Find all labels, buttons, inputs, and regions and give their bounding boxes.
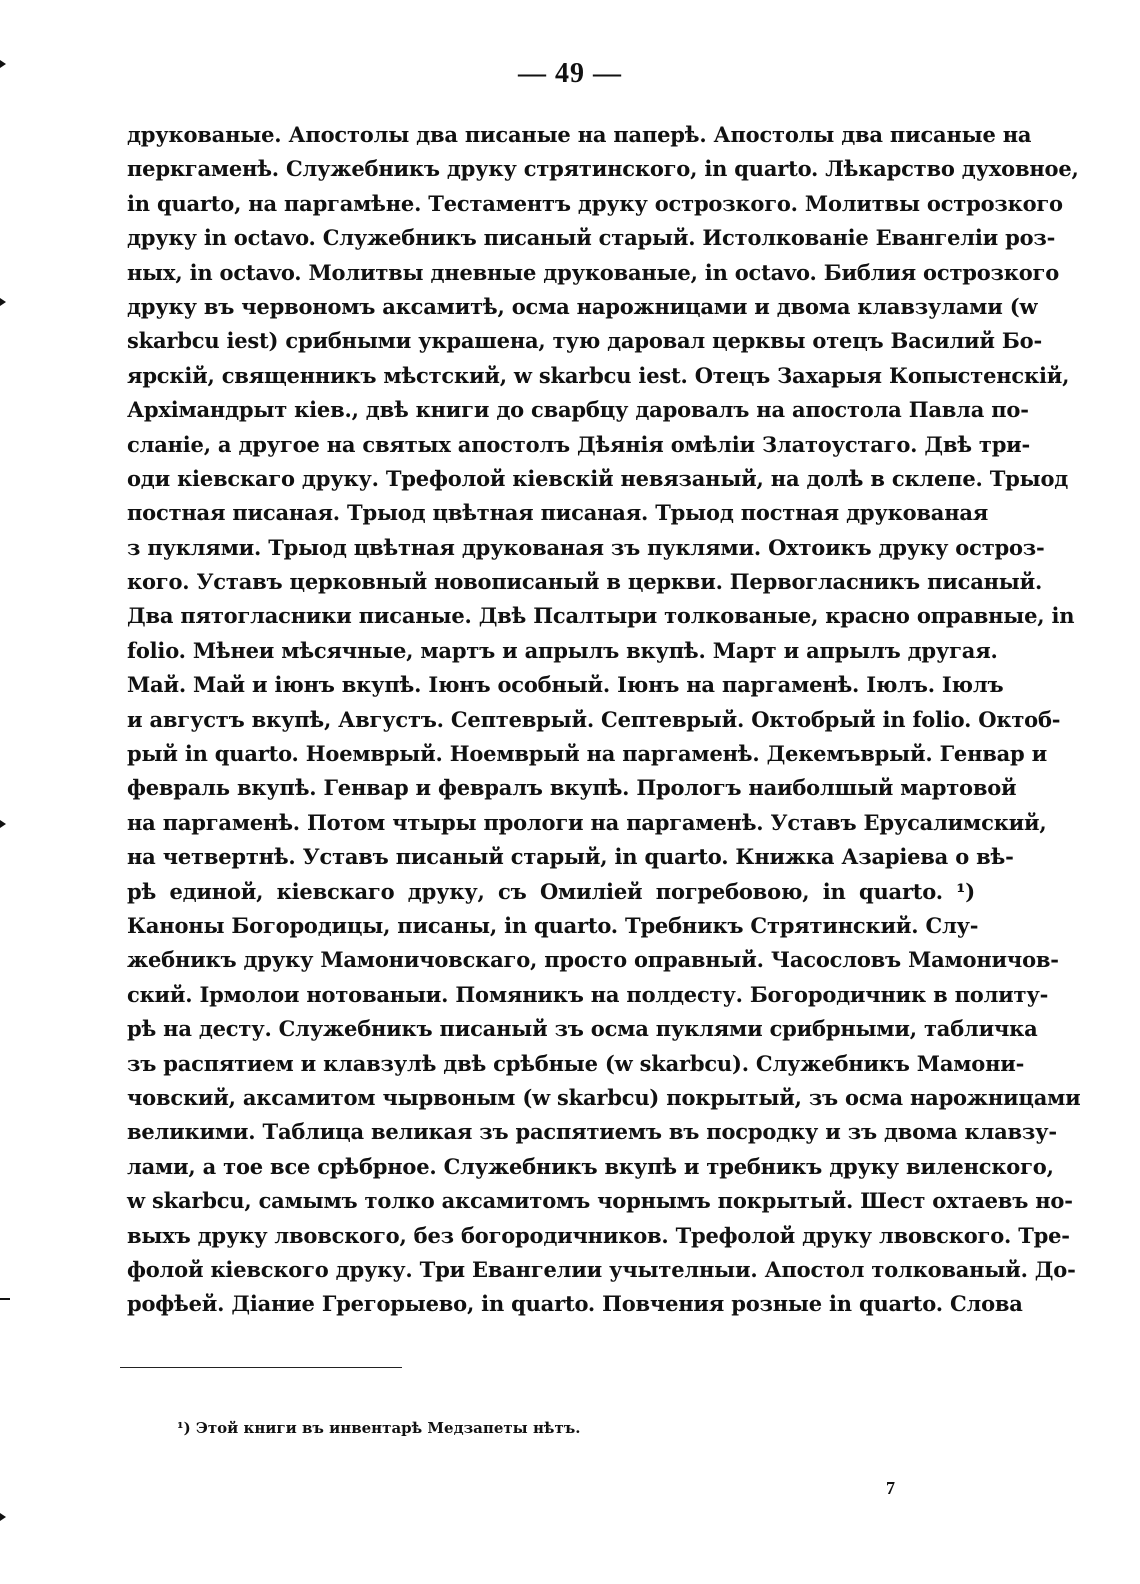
signature-mark: 7 <box>886 1478 895 1498</box>
margin-mark-triangle <box>0 60 6 68</box>
text-line: и августъ вкупѣ, Августъ. Септеврый. Септеврый. Октобрый in folio. Октоб- <box>127 706 1061 732</box>
text-line: кого. Уставъ церковный новописаный в церкви. Первогласникъ писаный. <box>127 569 1043 595</box>
footnote-rule <box>120 1367 402 1368</box>
margin-mark-dash <box>0 1298 10 1300</box>
text-line: Архімандрыт кіев., двѣ книги до сварбцу даровалъ на апостола Павла по- <box>127 397 1029 423</box>
text-line: in quarto, на паргамѣне. Тестаментъ друку острозкого. Молитвы острозкого <box>127 190 1063 216</box>
text-line: Два пятогласники писаные. Двѣ Псалтыри толкованые, красно оправные, in <box>127 603 1075 629</box>
text-line: рѣ на десту. Служебникъ писаный зъ осма пуклями срибрными, табличка <box>127 1016 1038 1042</box>
text-line: w skarbcu, самымъ толко аксамитомъ чорнымъ покрытый. Шест охтаевъ но- <box>127 1188 1073 1214</box>
text-line: ных, in octavo. Молитвы дневные друкованые, in octavo. Библия острозкого <box>127 259 1059 285</box>
text-line: на паргаменѣ. Потом чтыры прологи на паргаменѣ. Уставъ Ерусалимский, <box>127 809 1047 835</box>
page-number: — 49 — <box>518 58 622 89</box>
text-line: великими. Таблица великая зъ распятиемъ въ посродку и зъ двома клавзу- <box>127 1119 1057 1145</box>
text-line: лами, а тое все срѣбрное. Служебникъ вкупѣ и требникъ друку виленского, <box>127 1153 1054 1179</box>
text-line: постная писаная. Трыод цвѣтная писаная. Трыод постная друкованая <box>127 500 989 526</box>
text-line: друку въ червономъ аксамитѣ, осма нарожницами и двома клавзулами (w <box>127 293 1038 319</box>
text-line: ярскій, священникъ мѣстский, w skarbcu iest. Отецъ Захарыя Копыстенскій, <box>127 362 1070 388</box>
text-line: оди кіевскаго друку. Трефолой кіевскій невязаный, на долѣ в склепе. Трыод <box>127 465 1069 491</box>
text-line: на четвертнѣ. Уставъ писаный старый, in quarto. Книжка Азаріева о вѣ- <box>127 844 1014 870</box>
text-line: зъ распятием и клавзулѣ двѣ срѣбные (w skarbcu). Служебникъ Мамони- <box>127 1050 1025 1076</box>
text-line: Май. Май и іюнъ вкупѣ. Іюнъ особный. Іюнъ на паргаменѣ. Іюлъ. Іюлъ <box>127 672 1004 698</box>
text-line: Каноны Богородицы, писаны, in quarto. Требникъ Стрятинский. Слу- <box>127 912 979 938</box>
text-line: рѣ единой, кіевскаго друку, съ Омиліей погребовою, in quarto. ¹) <box>127 878 975 904</box>
text-line: рофѣей. Діание Грегорыево, in quarto. Повчения розные in quarto. Слова <box>127 1291 1023 1317</box>
text-line: ский. Ірмолои нотованыи. Помяникъ на полдесту. Богородичник в политу- <box>127 981 1049 1007</box>
margin-mark-dot <box>0 298 6 306</box>
margin-mark-triangle <box>0 1513 6 1521</box>
text-line: з пуклями. Трыод цвѣтная друкованая зъ пуклями. Охтоикъ друку остроз- <box>127 534 1045 560</box>
margin-mark-triangle <box>0 820 6 828</box>
text-line: выхъ друку лвовского, без богородичников. Трефолой друку лвовского. Тре- <box>127 1222 1070 1248</box>
text-line: човский, аксамитом чырвоным (w skarbcu) покрытый, зъ осма нарожницами <box>127 1084 1081 1110</box>
footnote-marker: ¹) <box>177 1419 191 1437</box>
text-line: сланіе, а другое на святых апостолъ Дѣянія омѣліи Златоустаго. Двѣ три- <box>127 431 1031 457</box>
text-line: фолой кіевского друку. Три Евангелии учытелныи. Апостол толкованый. До- <box>127 1256 1076 1282</box>
text-line: рый in quarto. Ноемврый. Ноемврый на паргаменѣ. Декемъврый. Генвар и <box>127 741 1048 767</box>
text-line: друкованые. Апостолы два писаные на паперѣ. Апостолы два писаные на <box>127 122 1032 147</box>
text-line: skarbcu iest) срибными украшена, тую даровал церквы отецъ Василий Бо- <box>127 328 1042 354</box>
text-line: жебникъ друку Мамоничовскаго, просто оправный. Часословъ Мамоничов- <box>127 947 1059 973</box>
text-line: перкгаменѣ. Служебникъ друку стрятинского, in quarto. Лѣкарство духовное, <box>127 156 1079 182</box>
text-line: друку in octavo. Служебникъ писаный старый. Истолкованіе Евангеліи роз- <box>127 225 1056 251</box>
body-text <box>127 118 1081 1322</box>
footnote <box>177 1419 581 1437</box>
text-line: folio. Мѣнеи мѣсячные, мартъ и апрылъ вкупѣ. Март и апрылъ другая. <box>127 637 998 663</box>
footnote-text: Этой книги въ инвентарѣ Медзапеты нѣтъ. <box>195 1419 581 1437</box>
text-line: февраль вкупѣ. Генвар и февралъ вкупѣ. Прологъ наиболшый мартовой <box>127 775 1017 801</box>
